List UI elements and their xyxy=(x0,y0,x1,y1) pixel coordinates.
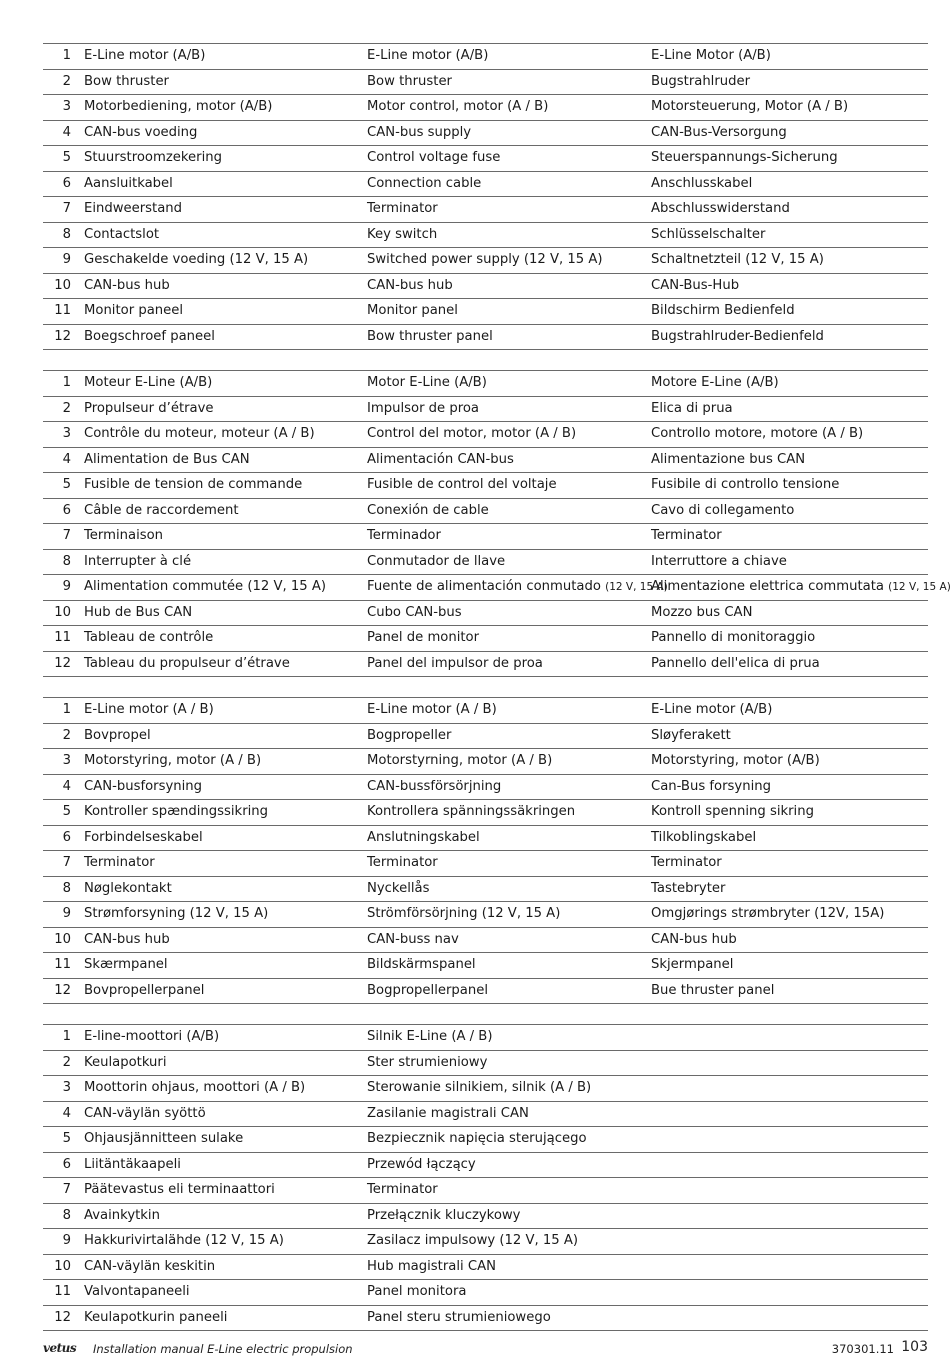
label-col-1: Boegschroef paneel xyxy=(84,324,367,350)
document-number: 370301.11 xyxy=(831,1342,894,1356)
table-row xyxy=(43,1101,928,1127)
label-col-2: Key switch xyxy=(367,222,651,248)
label-col-3: Bue thruster panel xyxy=(651,978,928,1004)
label-col-3: Sløyferakett xyxy=(651,723,928,749)
table-row xyxy=(43,171,928,197)
item-number: 7 xyxy=(43,524,84,550)
label-col-3: Bugstrahlruder xyxy=(651,69,928,95)
table-row xyxy=(43,120,928,146)
label-col-3: Omgjørings strømbryter (12V, 15A) xyxy=(651,902,928,928)
table-row xyxy=(43,498,928,524)
table-row xyxy=(43,927,928,953)
table-row xyxy=(43,1076,928,1102)
label-col-3 xyxy=(651,1203,928,1229)
table-row xyxy=(43,1280,928,1306)
label-col-1: CAN-väylän keskitin xyxy=(84,1254,367,1280)
label-col-2: Switched power supply (12 V, 15 A) xyxy=(367,248,651,274)
label-col-2: Fusible de control del voltaje xyxy=(367,473,651,499)
label-col-1: Liitäntäkaapeli xyxy=(84,1152,367,1178)
label-col-1: Motorbediening, motor (A/B) xyxy=(84,95,367,121)
table-row xyxy=(43,902,928,928)
item-number: 3 xyxy=(43,1076,84,1102)
label-col-1: Propulseur d’étrave xyxy=(84,396,367,422)
item-number: 10 xyxy=(43,273,84,299)
label-col-3: Motore E-Line (A/B) xyxy=(651,371,928,397)
table-row xyxy=(43,324,928,350)
table-row xyxy=(43,978,928,1004)
item-number: 6 xyxy=(43,171,84,197)
label-col-2: Impulsor de proa xyxy=(367,396,651,422)
label-col-2: CAN-bus supply xyxy=(367,120,651,146)
table-row xyxy=(43,422,928,448)
label-col-3: Pannello dell'elica di prua xyxy=(651,651,928,677)
label-col-2: Terminator xyxy=(367,197,651,223)
label-col-3: Bildschirm Bedienfeld xyxy=(651,299,928,325)
label-col-2: Motor control, motor (A / B) xyxy=(367,95,651,121)
label-col-2: Conmutador de llave xyxy=(367,549,651,575)
label-col-1: Bow thruster xyxy=(84,69,367,95)
item-number: 11 xyxy=(43,626,84,652)
label-col-1: Stuurstroomzekering xyxy=(84,146,367,172)
item-number: 2 xyxy=(43,723,84,749)
label-col-3: E-Line motor (A/B) xyxy=(651,698,928,724)
item-number: 12 xyxy=(43,978,84,1004)
table-row xyxy=(43,1050,928,1076)
item-number: 9 xyxy=(43,248,84,274)
item-number: 1 xyxy=(43,371,84,397)
table-row xyxy=(43,222,928,248)
label-col-1: Hakkurivirtalähde (12 V, 15 A) xyxy=(84,1229,367,1255)
label-col-3: Alimentazione bus CAN xyxy=(651,447,928,473)
label-col-1: CAN-bus hub xyxy=(84,273,367,299)
table-row xyxy=(43,749,928,775)
label-col-3: Steuerspannungs-Sicherung xyxy=(651,146,928,172)
table-row xyxy=(43,626,928,652)
label-col-1: Kontroller spændingssikring xyxy=(84,800,367,826)
label-col-2: Motor E-Line (A/B) xyxy=(367,371,651,397)
table-row xyxy=(43,396,928,422)
label-col-1: Ohjausjännitteen sulake xyxy=(84,1127,367,1153)
label-col-2: Hub magistrali CAN xyxy=(367,1254,651,1280)
table-row xyxy=(43,1254,928,1280)
label-col-1: Forbindelseskabel xyxy=(84,825,367,851)
label-col-3 xyxy=(651,1076,928,1102)
item-number: 12 xyxy=(43,324,84,350)
label-col-3: Bugstrahlruder-Bedienfeld xyxy=(651,324,928,350)
table-row xyxy=(43,575,928,601)
label-col-1: Interrupter à clé xyxy=(84,549,367,575)
label-col-1: Bovpropellerpanel xyxy=(84,978,367,1004)
table-row xyxy=(43,800,928,826)
label-col-3: E-Line Motor (A/B) xyxy=(651,44,928,70)
translation-table xyxy=(43,43,928,350)
item-number: 10 xyxy=(43,927,84,953)
label-col-2: CAN-bussförsörjning xyxy=(367,774,651,800)
item-number: 2 xyxy=(43,69,84,95)
label-col-1: Contactslot xyxy=(84,222,367,248)
label-col-2: Przełącznik kluczykowy xyxy=(367,1203,651,1229)
label-col-1: Bovpropel xyxy=(84,723,367,749)
label-col-3 xyxy=(651,1152,928,1178)
label-col-2: Fuente de alimentación conmutado (12 V, 15 A) xyxy=(367,575,651,601)
label-col-3 xyxy=(651,1025,928,1051)
label-col-2: Alimentación CAN-bus xyxy=(367,447,651,473)
label-col-2: Kontrollera spänningssäkringen xyxy=(367,800,651,826)
label-col-1: Câble de raccordement xyxy=(84,498,367,524)
translation-table xyxy=(43,370,951,677)
item-number: 4 xyxy=(43,447,84,473)
item-number: 1 xyxy=(43,698,84,724)
item-number: 12 xyxy=(43,651,84,677)
label-col-1: Geschakelde voeding (12 V, 15 A) xyxy=(84,248,367,274)
label-col-2: Bow thruster xyxy=(367,69,651,95)
label-col-3 xyxy=(651,1050,928,1076)
item-number: 4 xyxy=(43,774,84,800)
label-col-3: CAN-bus hub xyxy=(651,927,928,953)
table-row xyxy=(43,371,928,397)
label-col-3: CAN-Bus-Versorgung xyxy=(651,120,928,146)
label-col-2: Control voltage fuse xyxy=(367,146,651,172)
label-col-1: CAN-bus voeding xyxy=(84,120,367,146)
table-row xyxy=(43,549,928,575)
table-row xyxy=(43,774,928,800)
label-col-1: Keulapotkurin paneeli xyxy=(84,1305,367,1331)
label-col-1: Nøglekontakt xyxy=(84,876,367,902)
label-col-1: Contrôle du moteur, moteur (A / B) xyxy=(84,422,367,448)
label-col-2: Przewód łączący xyxy=(367,1152,651,1178)
translation-table xyxy=(43,697,928,1004)
label-col-1: CAN-väylän syöttö xyxy=(84,1101,367,1127)
label-col-1: Hub de Bus CAN xyxy=(84,600,367,626)
item-number: 3 xyxy=(43,749,84,775)
item-number: 9 xyxy=(43,575,84,601)
table-row xyxy=(43,723,928,749)
item-number: 6 xyxy=(43,1152,84,1178)
label-col-1: Skærmpanel xyxy=(84,953,367,979)
label-col-1: Alimentation commutée (12 V, 15 A) xyxy=(84,575,367,601)
label-col-3 xyxy=(651,1178,928,1204)
item-number: 11 xyxy=(43,1280,84,1306)
label-col-3: Mozzo bus CAN xyxy=(651,600,928,626)
label-col-3: Schlüsselschalter xyxy=(651,222,928,248)
table-row xyxy=(43,95,928,121)
label-col-3 xyxy=(651,1229,928,1255)
table-row xyxy=(43,851,928,877)
label-col-2: Conexión de cable xyxy=(367,498,651,524)
label-col-1: Eindweerstand xyxy=(84,197,367,223)
item-number: 5 xyxy=(43,146,84,172)
label-col-3: Anschlusskabel xyxy=(651,171,928,197)
label-col-2: Bogpropellerpanel xyxy=(367,978,651,1004)
item-number: 5 xyxy=(43,1127,84,1153)
label-col-2: Panel del impulsor de proa xyxy=(367,651,651,677)
label-col-1: Moteur E-Line (A/B) xyxy=(84,371,367,397)
page-footer xyxy=(43,1339,928,1359)
table-row xyxy=(43,44,928,70)
label-col-1: E-Line motor (A/B) xyxy=(84,44,367,70)
item-number: 5 xyxy=(43,800,84,826)
table-row xyxy=(43,1178,928,1204)
item-number: 6 xyxy=(43,825,84,851)
parts-tables xyxy=(43,43,951,1351)
label-col-1: Tableau de contrôle xyxy=(84,626,367,652)
label-col-3: Schaltnetzteil (12 V, 15 A) xyxy=(651,248,928,274)
label-col-1: CAN-bus hub xyxy=(84,927,367,953)
label-col-1: Päätevastus eli terminaattori xyxy=(84,1178,367,1204)
label-col-2: Motorstyrning, motor (A / B) xyxy=(367,749,651,775)
item-number: 7 xyxy=(43,1178,84,1204)
label-col-1: Aansluitkabel xyxy=(84,171,367,197)
item-number: 3 xyxy=(43,422,84,448)
label-col-3 xyxy=(651,1254,928,1280)
label-col-1: Keulapotkuri xyxy=(84,1050,367,1076)
label-col-3 xyxy=(651,1280,928,1306)
label-col-3: Terminator xyxy=(651,524,928,550)
item-number: 10 xyxy=(43,600,84,626)
label-col-1: Monitor paneel xyxy=(84,299,367,325)
label-col-3 xyxy=(651,1305,928,1331)
label-col-2: Panel monitora xyxy=(367,1280,651,1306)
item-number: 8 xyxy=(43,549,84,575)
item-number: 4 xyxy=(43,1101,84,1127)
label-col-2: Connection cable xyxy=(367,171,651,197)
label-col-1: Motorstyring, motor (A / B) xyxy=(84,749,367,775)
page-number: 103 xyxy=(901,1339,928,1355)
label-col-3: Elica di prua xyxy=(651,396,928,422)
table-row xyxy=(43,146,928,172)
label-col-2: Cubo CAN-bus xyxy=(367,600,651,626)
label-col-3: Tastebryter xyxy=(651,876,928,902)
label-col-1: Avainkytkin xyxy=(84,1203,367,1229)
label-col-2: Control del motor, motor (A / B) xyxy=(367,422,651,448)
label-col-2: Terminator xyxy=(367,1178,651,1204)
table-row xyxy=(43,1025,928,1051)
brand-logo: vetus xyxy=(43,1341,77,1355)
label-col-1: Strømforsyning (12 V, 15 A) xyxy=(84,902,367,928)
label-col-3: Kontroll spenning sikring xyxy=(651,800,928,826)
label-col-3: CAN-Bus-Hub xyxy=(651,273,928,299)
table-row xyxy=(43,1229,928,1255)
label-col-2: Ster strumieniowy xyxy=(367,1050,651,1076)
label-col-2: Bezpiecznik napięcia sterującego xyxy=(367,1127,651,1153)
label-col-1: Terminator xyxy=(84,851,367,877)
item-number: 7 xyxy=(43,197,84,223)
label-col-2: CAN-buss nav xyxy=(367,927,651,953)
label-col-3: Controllo motore, motore (A / B) xyxy=(651,422,928,448)
table-row xyxy=(43,299,928,325)
label-col-1: Moottorin ohjaus, moottori (A / B) xyxy=(84,1076,367,1102)
table-row xyxy=(43,248,928,274)
item-number: 7 xyxy=(43,851,84,877)
table-row xyxy=(43,651,928,677)
label-col-3: Skjermpanel xyxy=(651,953,928,979)
table-row xyxy=(43,273,928,299)
label-col-1: Valvontapaneeli xyxy=(84,1280,367,1306)
item-number: 2 xyxy=(43,1050,84,1076)
item-number: 8 xyxy=(43,1203,84,1229)
label-col-3: Abschlusswiderstand xyxy=(651,197,928,223)
label-col-1: E-line-moottori (A/B) xyxy=(84,1025,367,1051)
item-number: 9 xyxy=(43,1229,84,1255)
label-col-3: Interruttore a chiave xyxy=(651,549,928,575)
item-number: 2 xyxy=(43,396,84,422)
item-number: 3 xyxy=(43,95,84,121)
item-number: 12 xyxy=(43,1305,84,1331)
table-row xyxy=(43,876,928,902)
label-col-1: Fusible de tension de commande xyxy=(84,473,367,499)
table-row xyxy=(43,473,928,499)
item-number: 1 xyxy=(43,1025,84,1051)
label-col-3: Motorstyring, motor (A/B) xyxy=(651,749,928,775)
label-col-2: Zasilanie magistrali CAN xyxy=(367,1101,651,1127)
table-row xyxy=(43,1203,928,1229)
item-number: 10 xyxy=(43,1254,84,1280)
table-row xyxy=(43,197,928,223)
item-number: 8 xyxy=(43,876,84,902)
label-col-2: Panel steru strumieniowego xyxy=(367,1305,651,1331)
label-col-2: Nyckellås xyxy=(367,876,651,902)
label-col-2: Anslutningskabel xyxy=(367,825,651,851)
table-row xyxy=(43,1152,928,1178)
label-col-1: CAN-busforsyning xyxy=(84,774,367,800)
label-col-3: Cavo di collegamento xyxy=(651,498,928,524)
table-row xyxy=(43,600,928,626)
label-col-3 xyxy=(651,1127,928,1153)
label-col-3: Motorsteuerung, Motor (A / B) xyxy=(651,95,928,121)
label-col-3: Fusibile di controllo tensione xyxy=(651,473,928,499)
label-col-2: Silnik E-Line (A / B) xyxy=(367,1025,651,1051)
label-col-3: Tilkoblingskabel xyxy=(651,825,928,851)
label-col-1: Alimentation de Bus CAN xyxy=(84,447,367,473)
label-col-2: Terminator xyxy=(367,851,651,877)
translation-table xyxy=(43,1024,928,1331)
label-col-2: Strömförsörjning (12 V, 15 A) xyxy=(367,902,651,928)
item-number: 4 xyxy=(43,120,84,146)
table-row xyxy=(43,698,928,724)
table-row xyxy=(43,953,928,979)
item-number: 8 xyxy=(43,222,84,248)
label-col-1: Tableau du propulseur d’étrave xyxy=(84,651,367,677)
item-number: 11 xyxy=(43,299,84,325)
label-col-2: Panel de monitor xyxy=(367,626,651,652)
table-row xyxy=(43,1305,928,1331)
label-col-1: Terminaison xyxy=(84,524,367,550)
label-col-3: Alimentazione elettrica commutata (12 V, 15 A) xyxy=(651,575,928,601)
label-col-2: Monitor panel xyxy=(367,299,651,325)
label-col-2: Zasilacz impulsowy (12 V, 15 A) xyxy=(367,1229,651,1255)
manual-title: Installation manual E-Line electric propulsion xyxy=(93,1342,353,1356)
item-number: 9 xyxy=(43,902,84,928)
label-col-2: Bogpropeller xyxy=(367,723,651,749)
label-col-2: E-Line motor (A/B) xyxy=(367,44,651,70)
item-number: 1 xyxy=(43,44,84,70)
table-row xyxy=(43,69,928,95)
table-row xyxy=(43,524,928,550)
table-row xyxy=(43,825,928,851)
label-col-2: Terminador xyxy=(367,524,651,550)
label-col-1: E-Line motor (A / B) xyxy=(84,698,367,724)
table-row xyxy=(43,447,928,473)
label-col-3: Terminator xyxy=(651,851,928,877)
label-col-2: Bildskärmspanel xyxy=(367,953,651,979)
label-col-3 xyxy=(651,1101,928,1127)
item-number: 11 xyxy=(43,953,84,979)
label-col-2: E-Line motor (A / B) xyxy=(367,698,651,724)
label-col-3: Can-Bus forsyning xyxy=(651,774,928,800)
table-row xyxy=(43,1127,928,1153)
label-col-2: CAN-bus hub xyxy=(367,273,651,299)
label-col-2: Bow thruster panel xyxy=(367,324,651,350)
item-number: 6 xyxy=(43,498,84,524)
label-col-2: Sterowanie silnikiem, silnik (A / B) xyxy=(367,1076,651,1102)
label-col-3: Pannello di monitoraggio xyxy=(651,626,928,652)
item-number: 5 xyxy=(43,473,84,499)
